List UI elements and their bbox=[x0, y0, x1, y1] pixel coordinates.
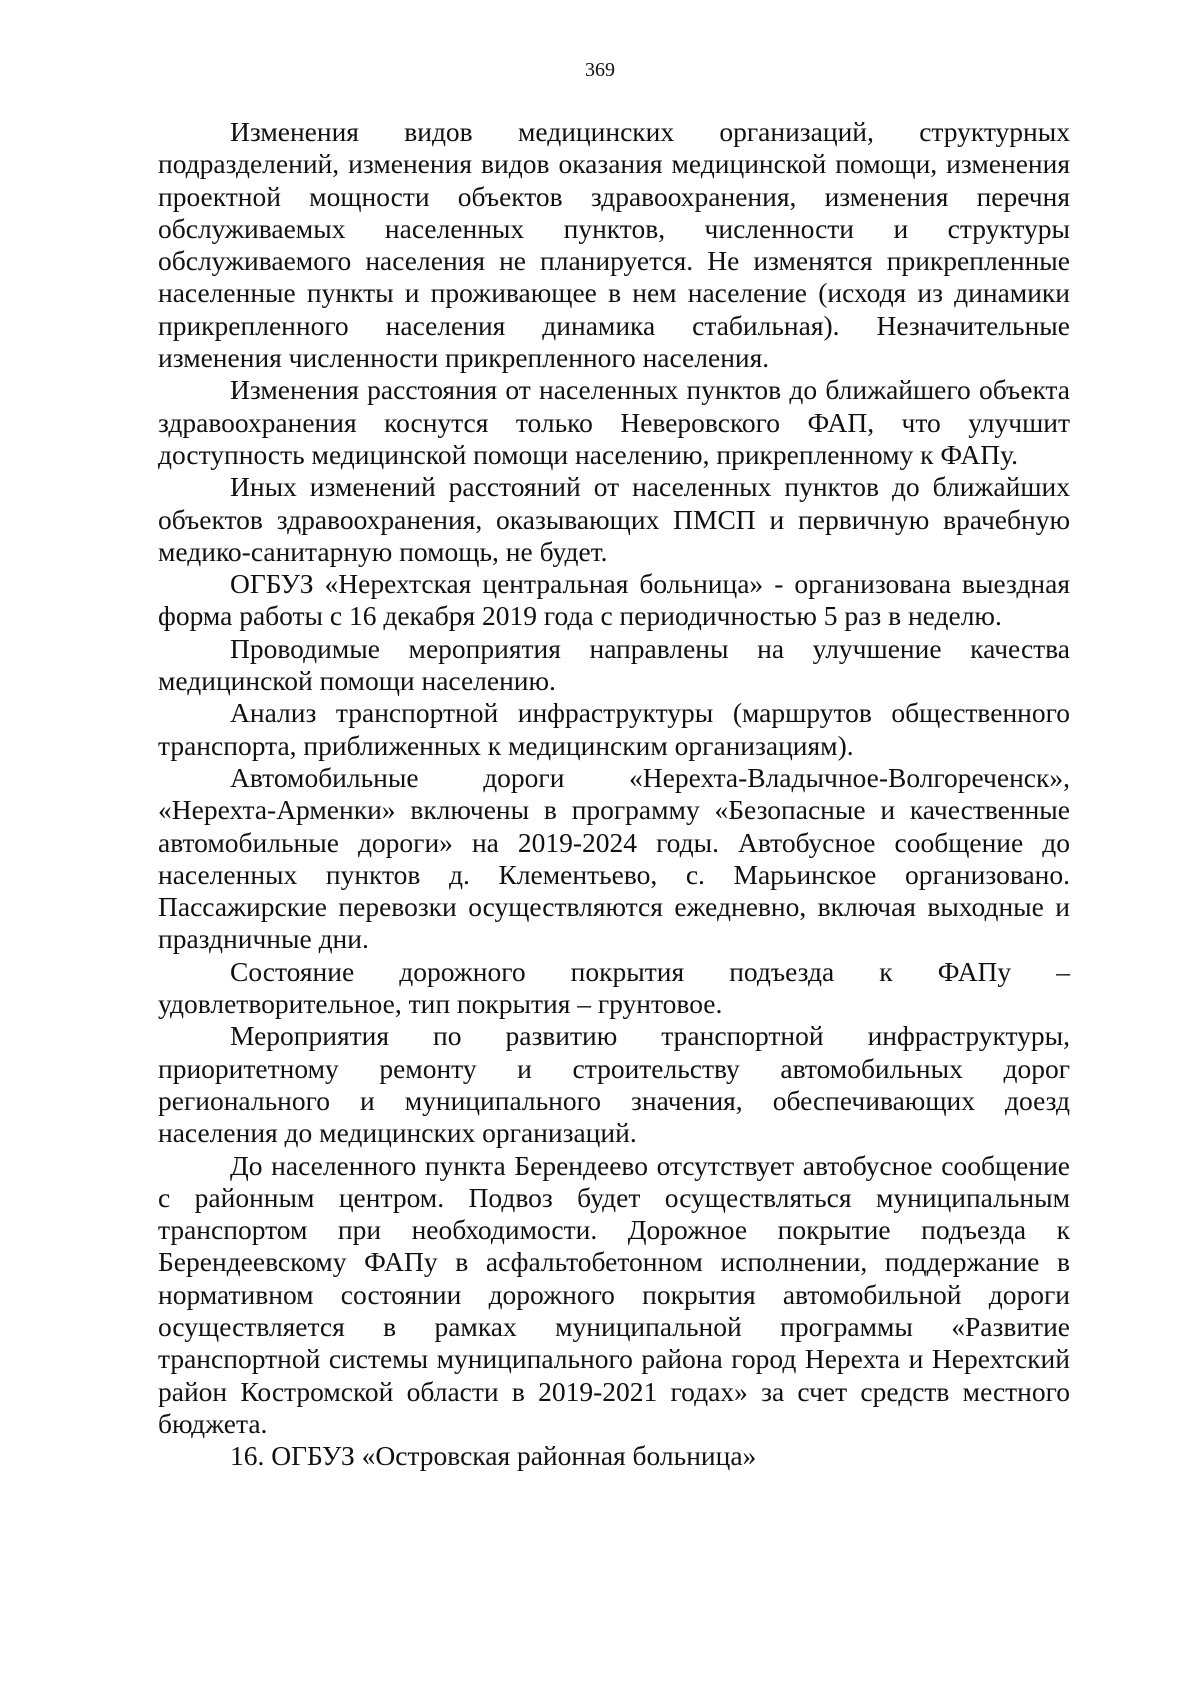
paragraph-infrastructure-measures: Мероприятия по развитию транспортной инфраструктуры, приоритетному ремонту и строительству автомобильных дорог регионального и муниципального значения, обеспечивающих доезд населения до медицинских организаций. bbox=[158, 1020, 1070, 1149]
paragraph-road-surface-state: Состояние дорожного покрытия подъезда к ФАПу – удовлетворительное, тип покрытия – грунтовое. bbox=[158, 955, 1070, 1020]
document-body bbox=[158, 116, 1070, 1472]
paragraph-measures-purpose: Проводимые мероприятия направлены на улучшение качества медицинской помощи населению. bbox=[158, 632, 1070, 697]
paragraph-roads-program: Автомобильные дороги «Нерехта-Владычное-Волгореченск», «Нерехта-Арменки» включены в программу «Безопасные и качественные автомобильные дороги» на 2019-2024 годы. Автобусное сообщение до населенных пунктов д. Клементьево, с. Марьинское организовано. Пассажирские перевозки осуществляются ежедневно, включая выходные и праздничные дни. bbox=[158, 761, 1070, 955]
paragraph-transport-analysis: Анализ транспортной инфраструктуры (маршрутов общественного транспорта, приближенных к медицинским организациям). bbox=[158, 697, 1070, 761]
section-heading-ostrovskaya: 16. ОГБУЗ «Островская районная больница» bbox=[230, 1440, 757, 1472]
page-number: 369 bbox=[585, 59, 615, 81]
paragraph-berendeevo-transport: До населенного пункта Берендеево отсутствует автобусное сообщение с районным центром. Подвоз будет осуществляться муниципальным транспортом при необходимости. Дорожное покрытие подъезда к Берендеевскому ФАПу в асфальтобетонном исполнении, поддержание в нормативном состоянии дорожного покрытия автомобильной дороги осуществляется в рамках муниципальной программы «Развитие транспортной системы муниципального района город Нерехта и Нерехтский район Костромской области в 2019-2021 годах» за счет средств местного бюджета. bbox=[158, 1149, 1070, 1439]
paragraph-organization-changes: Изменения видов медицинских организаций, структурных подразделений, изменения видов оказания медицинской помощи, изменения проектной мощности объектов здравоохранения, изменения перечня обслуживаемых населенных пунктов, численности и структуры обслуживаемого населения не планируется. Не изменятся прикрепленные населенные пункты и проживающее в нем население (исходя из динамики прикрепленного населения динамика стабильная). Незначительные изменения численности прикрепленного населения. bbox=[158, 116, 1070, 374]
paragraph-no-other-changes: Иных изменений расстояний от населенных пунктов до ближайших объектов здравоохранения, оказывающих ПМСП и первичную врачебную медико-санитарную помощь, не будет. bbox=[158, 471, 1070, 567]
paragraph-mobile-work-form: ОГБУЗ «Нерехтская центральная больница» - организована выездная форма работы с 16 декабря 2019 года с периодичностью 5 раз в неделю. bbox=[158, 568, 1070, 632]
paragraph-distance-changes: Изменения расстояния от населенных пунктов до ближайшего объекта здравоохранения коснутся только Неверовского ФАП, что улучшит доступность медицинской помощи населению, прикрепленному к ФАПу. bbox=[158, 374, 1070, 470]
